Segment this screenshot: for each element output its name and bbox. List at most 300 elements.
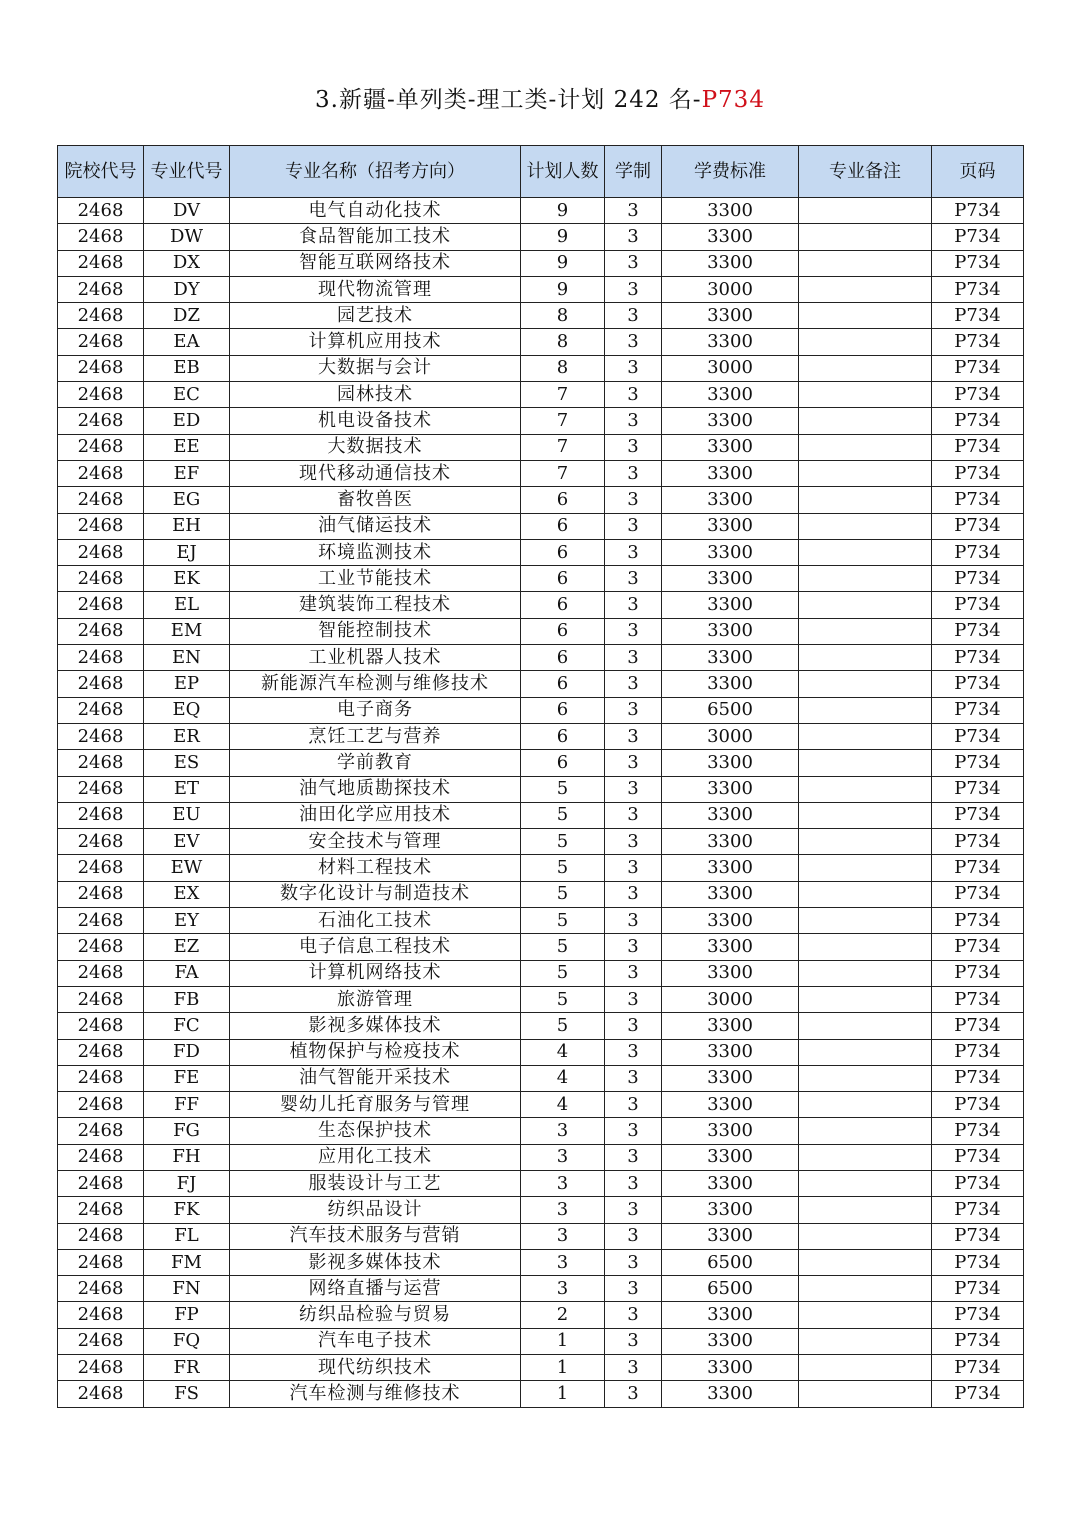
major-code-cell: ER (144, 723, 230, 749)
table-row (58, 697, 1024, 723)
major-name-cell: 现代物流管理 (230, 276, 521, 302)
page-cell: P734 (932, 276, 1024, 302)
duration-cell: 3 (605, 1118, 662, 1144)
page-cell: P734 (932, 855, 1024, 881)
major-code-cell: FA (144, 960, 230, 986)
remarks-cell (799, 776, 932, 802)
plan-count-cell: 6 (521, 723, 605, 749)
remarks-cell (799, 618, 932, 644)
duration-cell: 3 (605, 934, 662, 960)
duration-cell: 3 (605, 329, 662, 355)
major-name-cell: 电子商务 (230, 697, 521, 723)
page-cell: P734 (932, 1170, 1024, 1196)
table-row (58, 1118, 1024, 1144)
remarks-cell (799, 224, 932, 250)
school-code-cell: 2468 (58, 303, 144, 329)
duration-cell: 3 (605, 829, 662, 855)
remarks-cell (799, 1118, 932, 1144)
tuition-cell: 3300 (662, 1381, 799, 1407)
duration-cell: 3 (605, 802, 662, 828)
table-row (58, 1223, 1024, 1249)
table-row (58, 513, 1024, 539)
tuition-cell: 3300 (662, 960, 799, 986)
remarks-cell (799, 513, 932, 539)
table-row (58, 1065, 1024, 1091)
duration-cell: 3 (605, 960, 662, 986)
plan-count-cell: 3 (521, 1170, 605, 1196)
major-code-cell: FL (144, 1223, 230, 1249)
duration-cell: 3 (605, 1223, 662, 1249)
major-code-cell: ED (144, 408, 230, 434)
page-cell: P734 (932, 224, 1024, 250)
school-code-cell: 2468 (58, 881, 144, 907)
remarks-cell (799, 355, 932, 381)
major-name-cell: 建筑装饰工程技术 (230, 592, 521, 618)
plan-count-cell: 6 (521, 566, 605, 592)
major-code-cell: FF (144, 1092, 230, 1118)
page-cell: P734 (932, 645, 1024, 671)
remarks-cell (799, 986, 932, 1012)
tuition-cell: 3000 (662, 355, 799, 381)
page-cell: P734 (932, 1013, 1024, 1039)
major-name-cell: 影视多媒体技术 (230, 1249, 521, 1275)
major-name-cell: 纺织品设计 (230, 1197, 521, 1223)
major-code-cell: FS (144, 1381, 230, 1407)
school-code-cell: 2468 (58, 908, 144, 934)
plan-count-cell: 2 (521, 1302, 605, 1328)
duration-cell: 3 (605, 592, 662, 618)
major-code-cell: EA (144, 329, 230, 355)
page-cell: P734 (932, 1092, 1024, 1118)
major-name-cell: 安全技术与管理 (230, 829, 521, 855)
duration-cell: 3 (605, 1276, 662, 1302)
plan-count-cell: 4 (521, 1092, 605, 1118)
tuition-cell: 3300 (662, 908, 799, 934)
tuition-cell: 3300 (662, 1013, 799, 1039)
tuition-cell: 3300 (662, 802, 799, 828)
tuition-cell: 3300 (662, 934, 799, 960)
tuition-cell: 3300 (662, 671, 799, 697)
major-name-cell: 油气智能开采技术 (230, 1065, 521, 1091)
table-row (58, 382, 1024, 408)
school-code-cell: 2468 (58, 671, 144, 697)
table-row (58, 723, 1024, 749)
plan-count-cell: 7 (521, 460, 605, 486)
major-code-cell: FK (144, 1197, 230, 1223)
page-cell: P734 (932, 1302, 1024, 1328)
tuition-cell: 3300 (662, 460, 799, 486)
major-code-cell: EQ (144, 697, 230, 723)
tuition-cell: 6500 (662, 1249, 799, 1275)
tuition-cell: 3300 (662, 1065, 799, 1091)
school-code-cell: 2468 (58, 329, 144, 355)
tuition-cell: 3300 (662, 329, 799, 355)
school-code-cell: 2468 (58, 1118, 144, 1144)
table-row (58, 539, 1024, 565)
duration-cell: 3 (605, 776, 662, 802)
remarks-cell (799, 1249, 932, 1275)
header-major-name: 专业名称（招考方向） (230, 146, 521, 198)
remarks-cell (799, 566, 932, 592)
school-code-cell: 2468 (58, 592, 144, 618)
tuition-cell: 3300 (662, 618, 799, 644)
table-row (58, 881, 1024, 907)
major-name-cell: 环境监测技术 (230, 539, 521, 565)
plan-count-cell: 6 (521, 618, 605, 644)
header-duration: 学制 (605, 146, 662, 198)
school-code-cell: 2468 (58, 1328, 144, 1354)
school-code-cell: 2468 (58, 750, 144, 776)
plan-count-cell: 1 (521, 1355, 605, 1381)
remarks-cell (799, 697, 932, 723)
major-name-cell: 园艺技术 (230, 303, 521, 329)
table-row (58, 1170, 1024, 1196)
school-code-cell: 2468 (58, 1197, 144, 1223)
duration-cell: 3 (605, 986, 662, 1012)
plan-count-cell: 6 (521, 487, 605, 513)
school-code-cell: 2468 (58, 934, 144, 960)
page-cell: P734 (932, 303, 1024, 329)
plan-count-cell: 5 (521, 986, 605, 1012)
plan-count-cell: 6 (521, 539, 605, 565)
school-code-cell: 2468 (58, 645, 144, 671)
school-code-cell: 2468 (58, 776, 144, 802)
major-name-cell: 机电设备技术 (230, 408, 521, 434)
duration-cell: 3 (605, 539, 662, 565)
plan-count-cell: 5 (521, 960, 605, 986)
tuition-cell: 3300 (662, 592, 799, 618)
school-code-cell: 2468 (58, 1013, 144, 1039)
table-row (58, 960, 1024, 986)
page-cell: P734 (932, 1197, 1024, 1223)
page-cell: P734 (932, 539, 1024, 565)
major-code-cell: EY (144, 908, 230, 934)
school-code-cell: 2468 (58, 460, 144, 486)
table-row (58, 355, 1024, 381)
plan-count-cell: 7 (521, 408, 605, 434)
tuition-cell: 3300 (662, 1328, 799, 1354)
page-cell: P734 (932, 198, 1024, 224)
duration-cell: 3 (605, 276, 662, 302)
major-code-cell: DW (144, 224, 230, 250)
major-code-cell: EE (144, 434, 230, 460)
school-code-cell: 2468 (58, 986, 144, 1012)
major-name-cell: 大数据技术 (230, 434, 521, 460)
table-row (58, 1013, 1024, 1039)
school-code-cell: 2468 (58, 802, 144, 828)
table-row (58, 671, 1024, 697)
page-cell: P734 (932, 355, 1024, 381)
duration-cell: 3 (605, 566, 662, 592)
table-row (58, 487, 1024, 513)
major-name-cell: 现代移动通信技术 (230, 460, 521, 486)
major-name-cell: 电子信息工程技术 (230, 934, 521, 960)
tuition-cell: 3300 (662, 1355, 799, 1381)
duration-cell: 3 (605, 434, 662, 460)
major-code-cell: FD (144, 1039, 230, 1065)
major-code-cell: EB (144, 355, 230, 381)
remarks-cell (799, 382, 932, 408)
remarks-cell (799, 1381, 932, 1407)
tuition-cell: 3300 (662, 1197, 799, 1223)
plan-count-cell: 6 (521, 645, 605, 671)
plan-count-cell: 7 (521, 382, 605, 408)
school-code-cell: 2468 (58, 1276, 144, 1302)
table-row (58, 750, 1024, 776)
major-name-cell: 计算机网络技术 (230, 960, 521, 986)
tuition-cell: 3300 (662, 513, 799, 539)
major-code-cell: EG (144, 487, 230, 513)
plan-count-cell: 3 (521, 1249, 605, 1275)
page-cell: P734 (932, 1381, 1024, 1407)
page-cell: P734 (932, 487, 1024, 513)
tuition-cell: 3300 (662, 382, 799, 408)
remarks-cell (799, 1302, 932, 1328)
school-code-cell: 2468 (58, 723, 144, 749)
major-code-cell: EW (144, 855, 230, 881)
plan-count-cell: 3 (521, 1197, 605, 1223)
major-code-cell: EJ (144, 539, 230, 565)
header-major-code: 专业代号 (144, 146, 230, 198)
duration-cell: 3 (605, 1302, 662, 1328)
page-cell: P734 (932, 776, 1024, 802)
page-cell: P734 (932, 1065, 1024, 1091)
plan-count-cell: 4 (521, 1065, 605, 1091)
table-row (58, 198, 1024, 224)
major-code-cell: FR (144, 1355, 230, 1381)
tuition-cell: 3300 (662, 1223, 799, 1249)
major-name-cell: 园林技术 (230, 382, 521, 408)
table-row (58, 855, 1024, 881)
page-cell: P734 (932, 697, 1024, 723)
remarks-cell (799, 934, 932, 960)
duration-cell: 3 (605, 908, 662, 934)
enrollment-plan-table (57, 145, 1024, 1408)
table-row (58, 1381, 1024, 1407)
major-code-cell: EU (144, 802, 230, 828)
remarks-cell (799, 802, 932, 828)
header-page: 页码 (932, 146, 1024, 198)
duration-cell: 3 (605, 855, 662, 881)
plan-count-cell: 1 (521, 1381, 605, 1407)
major-code-cell: ES (144, 750, 230, 776)
school-code-cell: 2468 (58, 829, 144, 855)
school-code-cell: 2468 (58, 1355, 144, 1381)
remarks-cell (799, 329, 932, 355)
major-name-cell: 烹饪工艺与营养 (230, 723, 521, 749)
table-row (58, 1328, 1024, 1354)
major-name-cell: 工业机器人技术 (230, 645, 521, 671)
duration-cell: 3 (605, 408, 662, 434)
table-row (58, 645, 1024, 671)
duration-cell: 3 (605, 1065, 662, 1091)
page-cell: P734 (932, 881, 1024, 907)
duration-cell: 3 (605, 723, 662, 749)
table-row (58, 224, 1024, 250)
school-code-cell: 2468 (58, 1249, 144, 1275)
school-code-cell: 2468 (58, 224, 144, 250)
major-code-cell: FM (144, 1249, 230, 1275)
table-row (58, 776, 1024, 802)
table-row (58, 1197, 1024, 1223)
school-code-cell: 2468 (58, 1223, 144, 1249)
remarks-cell (799, 723, 932, 749)
table-row (58, 408, 1024, 434)
major-name-cell: 新能源汽车检测与维修技术 (230, 671, 521, 697)
tuition-cell: 3300 (662, 303, 799, 329)
remarks-cell (799, 1328, 932, 1354)
major-code-cell: DY (144, 276, 230, 302)
school-code-cell: 2468 (58, 1065, 144, 1091)
major-code-cell: EL (144, 592, 230, 618)
major-code-cell: EV (144, 829, 230, 855)
school-code-cell: 2468 (58, 618, 144, 644)
school-code-cell: 2468 (58, 276, 144, 302)
major-name-cell: 旅游管理 (230, 986, 521, 1012)
header-tuition: 学费标准 (662, 146, 799, 198)
plan-count-cell: 7 (521, 434, 605, 460)
tuition-cell: 3300 (662, 776, 799, 802)
major-name-cell: 计算机应用技术 (230, 329, 521, 355)
plan-count-cell: 5 (521, 881, 605, 907)
table-row (58, 460, 1024, 486)
plan-count-cell: 3 (521, 1276, 605, 1302)
remarks-cell (799, 303, 932, 329)
major-name-cell: 畜牧兽医 (230, 487, 521, 513)
major-name-cell: 智能互联网络技术 (230, 250, 521, 276)
table-row (58, 829, 1024, 855)
major-name-cell: 工业节能技术 (230, 566, 521, 592)
page-cell: P734 (932, 1328, 1024, 1354)
table-body (58, 198, 1024, 1408)
page-cell: P734 (932, 934, 1024, 960)
remarks-cell (799, 592, 932, 618)
major-name-cell: 材料工程技术 (230, 855, 521, 881)
major-name-cell: 应用化工技术 (230, 1144, 521, 1170)
title-prefix: 3.新疆-单列类-理工类-计划 242 名- (315, 87, 702, 113)
tuition-cell: 3300 (662, 1170, 799, 1196)
duration-cell: 3 (605, 487, 662, 513)
school-code-cell: 2468 (58, 566, 144, 592)
table-row (58, 434, 1024, 460)
tuition-cell: 3300 (662, 1039, 799, 1065)
plan-count-cell: 9 (521, 198, 605, 224)
plan-count-cell: 3 (521, 1144, 605, 1170)
remarks-cell (799, 1013, 932, 1039)
title-page-ref: P734 (701, 87, 765, 113)
page-cell: P734 (932, 1276, 1024, 1302)
table-row (58, 986, 1024, 1012)
remarks-cell (799, 276, 932, 302)
remarks-cell (799, 408, 932, 434)
duration-cell: 3 (605, 1381, 662, 1407)
remarks-cell (799, 1170, 932, 1196)
plan-count-cell: 1 (521, 1328, 605, 1354)
duration-cell: 3 (605, 224, 662, 250)
page-cell: P734 (932, 671, 1024, 697)
tuition-cell: 3000 (662, 276, 799, 302)
major-name-cell: 油气地质勘探技术 (230, 776, 521, 802)
plan-count-cell: 9 (521, 250, 605, 276)
header-remarks: 专业备注 (799, 146, 932, 198)
document-title (0, 84, 1080, 116)
major-code-cell: FN (144, 1276, 230, 1302)
plan-count-cell: 5 (521, 776, 605, 802)
remarks-cell (799, 1039, 932, 1065)
remarks-cell (799, 250, 932, 276)
major-code-cell: FE (144, 1065, 230, 1091)
major-code-cell: FQ (144, 1328, 230, 1354)
remarks-cell (799, 1197, 932, 1223)
tuition-cell: 3300 (662, 224, 799, 250)
major-name-cell: 服装设计与工艺 (230, 1170, 521, 1196)
major-name-cell: 石油化工技术 (230, 908, 521, 934)
major-code-cell: FB (144, 986, 230, 1012)
tuition-cell: 3300 (662, 487, 799, 513)
tuition-cell: 3300 (662, 750, 799, 776)
plan-count-cell: 6 (521, 697, 605, 723)
remarks-cell (799, 645, 932, 671)
table-row (58, 1249, 1024, 1275)
plan-count-cell: 8 (521, 355, 605, 381)
remarks-cell (799, 960, 932, 986)
tuition-cell: 3300 (662, 881, 799, 907)
page-cell: P734 (932, 408, 1024, 434)
major-name-cell: 油田化学应用技术 (230, 802, 521, 828)
tuition-cell: 3300 (662, 408, 799, 434)
plan-count-cell: 8 (521, 329, 605, 355)
major-code-cell: EP (144, 671, 230, 697)
plan-count-cell: 6 (521, 513, 605, 539)
duration-cell: 3 (605, 618, 662, 644)
page-cell: P734 (932, 908, 1024, 934)
major-name-cell: 油气储运技术 (230, 513, 521, 539)
remarks-cell (799, 539, 932, 565)
remarks-cell (799, 1092, 932, 1118)
table-row (58, 1039, 1024, 1065)
major-code-cell: EH (144, 513, 230, 539)
duration-cell: 3 (605, 1170, 662, 1196)
duration-cell: 3 (605, 750, 662, 776)
duration-cell: 3 (605, 697, 662, 723)
page-cell: P734 (932, 513, 1024, 539)
duration-cell: 3 (605, 250, 662, 276)
table-row (58, 566, 1024, 592)
tuition-cell: 3300 (662, 434, 799, 460)
tuition-cell: 3300 (662, 829, 799, 855)
plan-count-cell: 9 (521, 224, 605, 250)
duration-cell: 3 (605, 382, 662, 408)
school-code-cell: 2468 (58, 355, 144, 381)
school-code-cell: 2468 (58, 539, 144, 565)
table-row (58, 908, 1024, 934)
remarks-cell (799, 855, 932, 881)
remarks-cell (799, 460, 932, 486)
remarks-cell (799, 1065, 932, 1091)
major-code-cell: FP (144, 1302, 230, 1328)
school-code-cell: 2468 (58, 382, 144, 408)
page-cell: P734 (932, 566, 1024, 592)
duration-cell: 3 (605, 513, 662, 539)
tuition-cell: 3300 (662, 1144, 799, 1170)
page-cell: P734 (932, 1249, 1024, 1275)
major-name-cell: 汽车技术服务与营销 (230, 1223, 521, 1249)
remarks-cell (799, 750, 932, 776)
remarks-cell (799, 1144, 932, 1170)
duration-cell: 3 (605, 1013, 662, 1039)
page-cell: P734 (932, 434, 1024, 460)
table-row (58, 250, 1024, 276)
